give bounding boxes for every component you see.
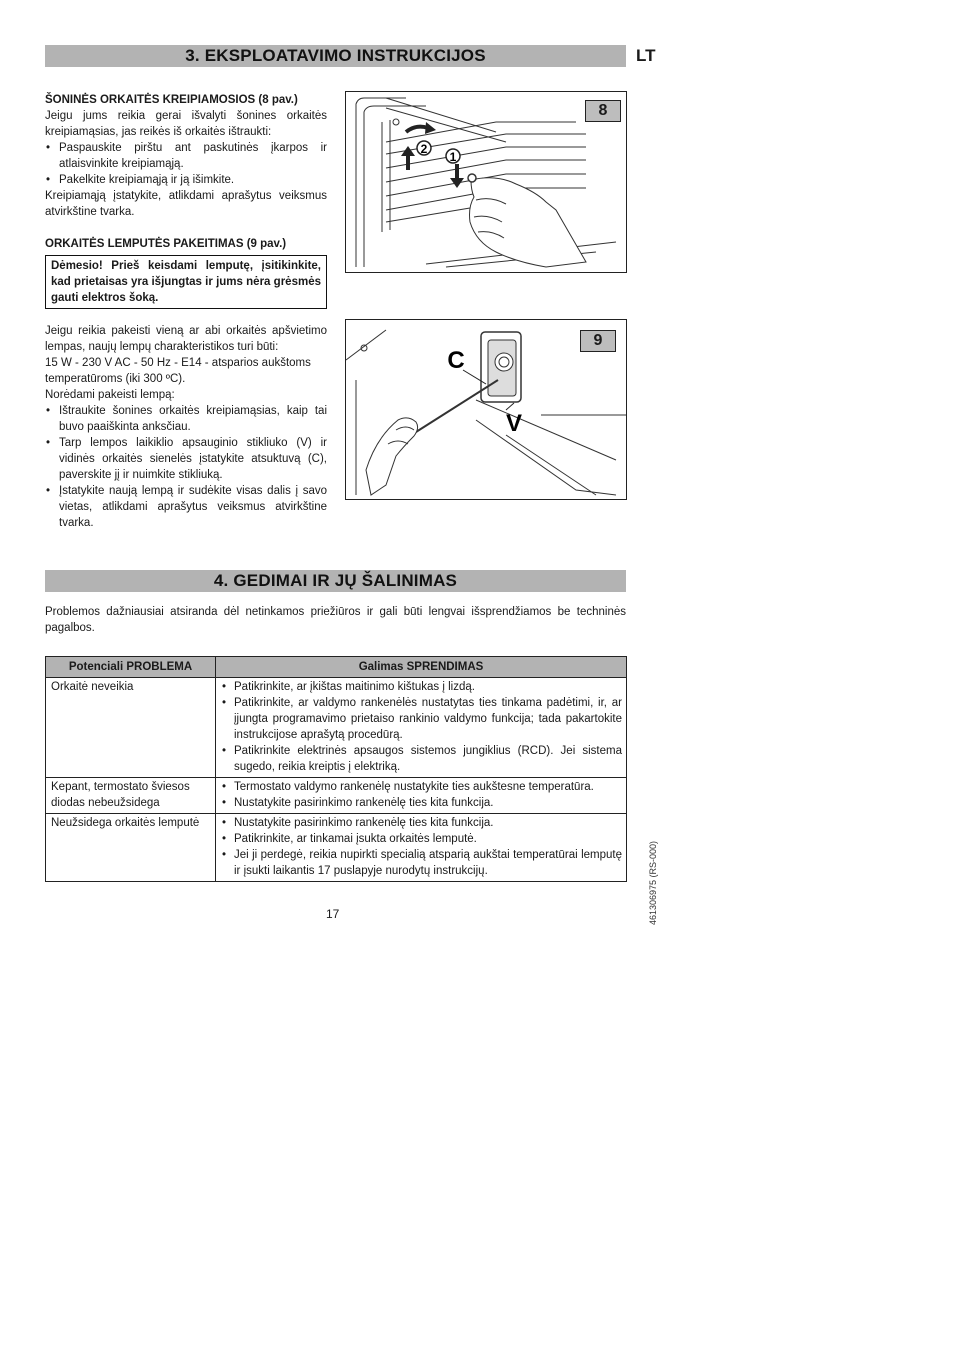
section-4-intro: Problemos dažniausiai atsiranda dėl netinkamos priežiūros ir gali būti lengvai išsprendžiamos be techninės pagalbos. (45, 606, 626, 634)
fig8-label-1: 1 (449, 150, 457, 164)
list-item: • Įstatykite naują lempą ir sudėkite visas dalis į savo vietas, atlikdami aprašytus veiksmus atvirkštine tvarka. (45, 483, 327, 531)
solution-cell (216, 814, 627, 882)
column-header-problem: Potenciali PROBLEMA (46, 657, 216, 678)
fig8-label-2: 2 (420, 142, 428, 156)
rails-intro: Jeigu jums reikia gerai išvalyti šonines orkaitės kreipiamąsias, jas reikės iš orkaitės ištraukti: (45, 110, 327, 138)
list-item: • Jei ji perdegė, reikia nupirkti specialią atsparią aukštai temperatūrai lemputę ir įsukti laikantis 17 puslapyje nurodytų instrukcijų. (221, 847, 622, 879)
rails-steps (45, 140, 327, 188)
figure-number: 9 (580, 330, 616, 352)
language-code: LT (636, 46, 656, 65)
list-item: • Patikrinkite, ar tinkamai įsukta orkaitės lemputė. (221, 831, 622, 847)
list-item: • Paspauskite pirštu ant paskutinės įkarpos ir atlaisvinkite kreipiamąją. (45, 140, 327, 172)
list-item: • Termostato valdymo rankenėlę nustatykite ties aukštesne temperatūra. (221, 779, 622, 795)
rails-outro: Kreipiamąją įstatykite, atlikdami aprašytus veiksmus atvirkštine tvarka. (45, 190, 327, 218)
table-header-row (46, 657, 627, 678)
figure-9 (345, 319, 627, 500)
list-item: • Patikrinkite, ar valdymo rankenėlės nustatytas ties tinkama padėtimi, ir, ar įjungta programavimo prietaiso rankinio valdymo funkcija; tada pakartokite instrukcijose aprašytą procedūrą. (221, 695, 622, 743)
table-row (46, 814, 627, 882)
section-4-title: 4. GEDIMAI IR JŲ ŠALINIMAS (45, 570, 626, 592)
rails-heading: ŠONINĖS ORKAITĖS KREIPIAMOSIOS (8 pav.) (45, 94, 298, 106)
page-number: 17 (326, 907, 340, 921)
lamp-body (45, 323, 327, 531)
figure-8 (345, 91, 627, 273)
fig9-label-c: C (447, 347, 465, 374)
fig9-label-v: V (505, 410, 523, 437)
list-item: • Patikrinkite elektrinės apsaugos sistemos jungiklius (RCD). Jei sistema sugedo, reikia kreiptis į elektriką. (221, 743, 622, 775)
figure-number: 8 (585, 100, 621, 122)
lamp-intro: Jeigu reikia pakeisti vieną ar abi orkaitės apšvietimo lempas, naujų lempų charakteristikos turi būti: (45, 325, 327, 353)
table-row (46, 678, 627, 778)
solution-cell (216, 778, 627, 814)
lamp-steps (45, 403, 327, 531)
list-item: • Pakelkite kreipiamąją ir ją išimkite. (45, 172, 327, 188)
problem-cell: Orkaitė neveikia (46, 678, 216, 778)
solution-cell (216, 678, 627, 778)
list-item: • Tarp lempos laikiklio apsauginio stikliuko (V) ir vidinės orkaitės sienelės įstatykite atsuktuvą (C), paverskite jį ir nuimkite stikliuką. (45, 435, 327, 483)
rail-removal-illustration (346, 92, 626, 272)
list-item: • Nustatykite pasirinkimo rankenėlę ties kita funkcija. (221, 795, 622, 811)
rails-section (45, 92, 327, 220)
list-item: • Ištraukite šonines orkaitės kreipiamąsias, kaip tai buvo paaiškinta anksčiau. (45, 403, 327, 435)
list-item: • Nustatykite pasirinkimo rankenėlę ties kita funkcija. (221, 815, 622, 831)
warning-box: Dėmesio! Prieš keisdami lemputę, įsitikinkite, kad prietaisas yra išjungtas ir jums nėra grėsmės gauti elektros šoką. (45, 255, 327, 309)
document-code: 461306975 (RS-000) (648, 840, 658, 925)
problem-cell: Neužsidega orkaitės lemputė (46, 814, 216, 882)
section-3-title: 3. EKSPLOATAVIMO INSTRUKCIJOS (45, 45, 626, 67)
lamp-spec: 15 W - 230 V AC - 50 Hz - E14 - atsparios aukštoms temperatūroms (iki 300 ºC). (45, 357, 311, 385)
lamp-section (45, 236, 327, 309)
list-item: • Patikrinkite, ar įkištas maitinimo kištukas į lizdą. (221, 679, 622, 695)
table-row (46, 778, 627, 814)
lamp-how: Norėdami pakeisti lempą: (45, 389, 175, 401)
troubleshooting-table (45, 656, 627, 882)
lamp-heading: ORKAITĖS LEMPUTĖS PAKEITIMAS (9 pav.) (45, 238, 287, 250)
problem-cell: Kepant, termostato šviesos diodas nebeužsidega (46, 778, 216, 814)
column-header-solution: Galimas SPRENDIMAS (216, 657, 627, 678)
